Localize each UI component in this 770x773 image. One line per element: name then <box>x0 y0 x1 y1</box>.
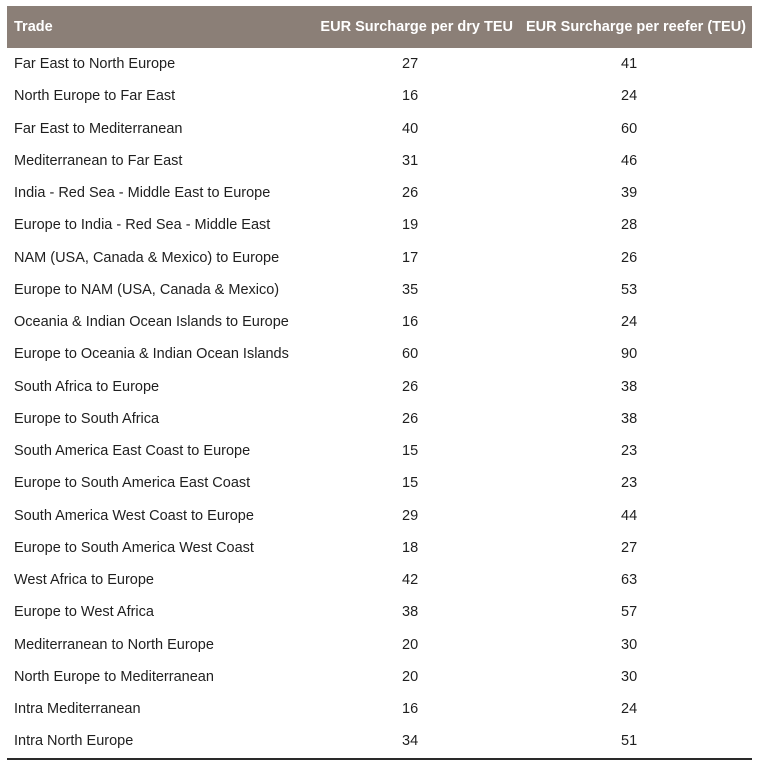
trade-cell: Oceania & Indian Ocean Islands to Europe <box>14 314 289 331</box>
trade-cell: Europe to India - Red Sea - Middle East <box>14 217 271 234</box>
reefer-surcharge-cell: 46 <box>621 152 638 169</box>
dry-surcharge-cell: 16 <box>402 88 419 105</box>
dry-surcharge-cell: 16 <box>402 701 419 718</box>
trade-cell: Far East to Mediterranean <box>14 120 183 137</box>
reefer-surcharge-cell: 24 <box>621 701 638 718</box>
table-row <box>7 242 752 274</box>
table-row <box>7 532 752 564</box>
header-reefer-surcharge: EUR Surcharge per reefer (TEU) <box>517 6 752 48</box>
table-row <box>7 661 752 693</box>
table-row <box>7 500 752 532</box>
trade-cell: NAM (USA, Canada & Mexico) to Europe <box>14 249 280 266</box>
table-row <box>7 693 752 725</box>
dry-surcharge-cell: 27 <box>402 56 419 73</box>
dry-surcharge-cell: 20 <box>402 668 419 685</box>
table-row <box>7 467 752 499</box>
trade-cell: South America East Coast to Europe <box>14 443 251 460</box>
table-row <box>7 274 752 306</box>
trade-cell: Europe to West Africa <box>14 604 154 621</box>
reefer-surcharge-cell: 39 <box>621 185 638 202</box>
trade-cell: Intra Mediterranean <box>14 701 141 718</box>
trade-cell: North Europe to Far East <box>14 88 176 105</box>
dry-surcharge-cell: 31 <box>402 152 419 169</box>
reefer-surcharge-cell: 41 <box>621 56 638 73</box>
reefer-surcharge-cell: 26 <box>621 249 638 266</box>
dry-surcharge-cell: 60 <box>402 346 419 363</box>
reefer-surcharge-cell: 53 <box>621 281 638 298</box>
table-row <box>7 209 752 241</box>
trade-cell: Europe to South America West Coast <box>14 539 254 556</box>
trade-cell: Far East to North Europe <box>14 56 176 73</box>
trade-cell: Europe to South Africa <box>14 410 160 427</box>
dry-surcharge-cell: 26 <box>402 410 419 427</box>
reefer-surcharge-cell: 51 <box>621 733 638 750</box>
table-row <box>7 596 752 628</box>
dry-surcharge-cell: 42 <box>402 572 419 589</box>
trade-cell: Intra North Europe <box>14 733 134 750</box>
dry-surcharge-cell: 26 <box>402 185 419 202</box>
trade-cell: South Africa to Europe <box>14 378 160 395</box>
trade-cell: Europe to NAM (USA, Canada & Mexico) <box>14 281 280 298</box>
trade-cell: West Africa to Europe <box>14 572 154 589</box>
table-row <box>7 403 752 435</box>
table-row <box>7 113 752 145</box>
reefer-surcharge-cell: 63 <box>621 572 638 589</box>
dry-surcharge-cell: 34 <box>402 733 419 750</box>
reefer-surcharge-cell: 38 <box>621 378 638 395</box>
trade-cell: Europe to Oceania & Indian Ocean Islands <box>14 346 289 363</box>
dry-surcharge-cell: 20 <box>402 636 419 653</box>
reefer-surcharge-cell: 38 <box>621 410 638 427</box>
table-row <box>7 564 752 596</box>
trade-cell: South America West Coast to Europe <box>14 507 254 524</box>
table-bottom-rule <box>7 758 752 760</box>
reefer-surcharge-cell: 24 <box>621 88 638 105</box>
reefer-surcharge-cell: 28 <box>621 217 638 234</box>
dry-surcharge-cell: 19 <box>402 217 419 234</box>
dry-surcharge-cell: 15 <box>402 443 419 460</box>
surcharge-table <box>7 6 752 758</box>
header-dry-surcharge: EUR Surcharge per dry TEU <box>309 6 517 48</box>
table-body <box>7 48 752 758</box>
table-row <box>7 338 752 370</box>
header-trade: Trade <box>7 6 309 48</box>
dry-surcharge-cell: 38 <box>402 604 419 621</box>
reefer-surcharge-cell: 30 <box>621 636 638 653</box>
table-row <box>7 177 752 209</box>
reefer-surcharge-cell: 90 <box>621 346 638 363</box>
table-row <box>7 371 752 403</box>
table-row <box>7 48 752 80</box>
reefer-surcharge-cell: 23 <box>621 475 638 492</box>
table-row <box>7 725 752 757</box>
reefer-surcharge-cell: 27 <box>621 539 638 556</box>
dry-surcharge-cell: 15 <box>402 475 419 492</box>
reefer-surcharge-cell: 60 <box>621 120 638 137</box>
trade-cell: North Europe to Mediterranean <box>14 668 214 685</box>
header-row <box>7 6 752 48</box>
trade-cell: India - Red Sea - Middle East to Europe <box>14 185 271 202</box>
table-row <box>7 435 752 467</box>
dry-surcharge-cell: 18 <box>402 539 419 556</box>
table-row <box>7 629 752 661</box>
surcharge-table-container <box>7 6 752 760</box>
dry-surcharge-cell: 29 <box>402 507 419 524</box>
reefer-surcharge-cell: 44 <box>621 507 638 524</box>
reefer-surcharge-cell: 24 <box>621 314 638 331</box>
trade-cell: Mediterranean to Far East <box>14 152 183 169</box>
table-row <box>7 145 752 177</box>
table-row <box>7 80 752 112</box>
reefer-surcharge-cell: 57 <box>621 604 638 621</box>
table-row <box>7 306 752 338</box>
dry-surcharge-cell: 26 <box>402 378 419 395</box>
trade-cell: Europe to South America East Coast <box>14 475 251 492</box>
table-header <box>7 6 752 48</box>
reefer-surcharge-cell: 23 <box>621 443 638 460</box>
dry-surcharge-cell: 35 <box>402 281 419 298</box>
dry-surcharge-cell: 16 <box>402 314 419 331</box>
trade-cell: Mediterranean to North Europe <box>14 636 214 653</box>
dry-surcharge-cell: 40 <box>402 120 419 137</box>
reefer-surcharge-cell: 30 <box>621 668 638 685</box>
dry-surcharge-cell: 17 <box>402 249 419 266</box>
